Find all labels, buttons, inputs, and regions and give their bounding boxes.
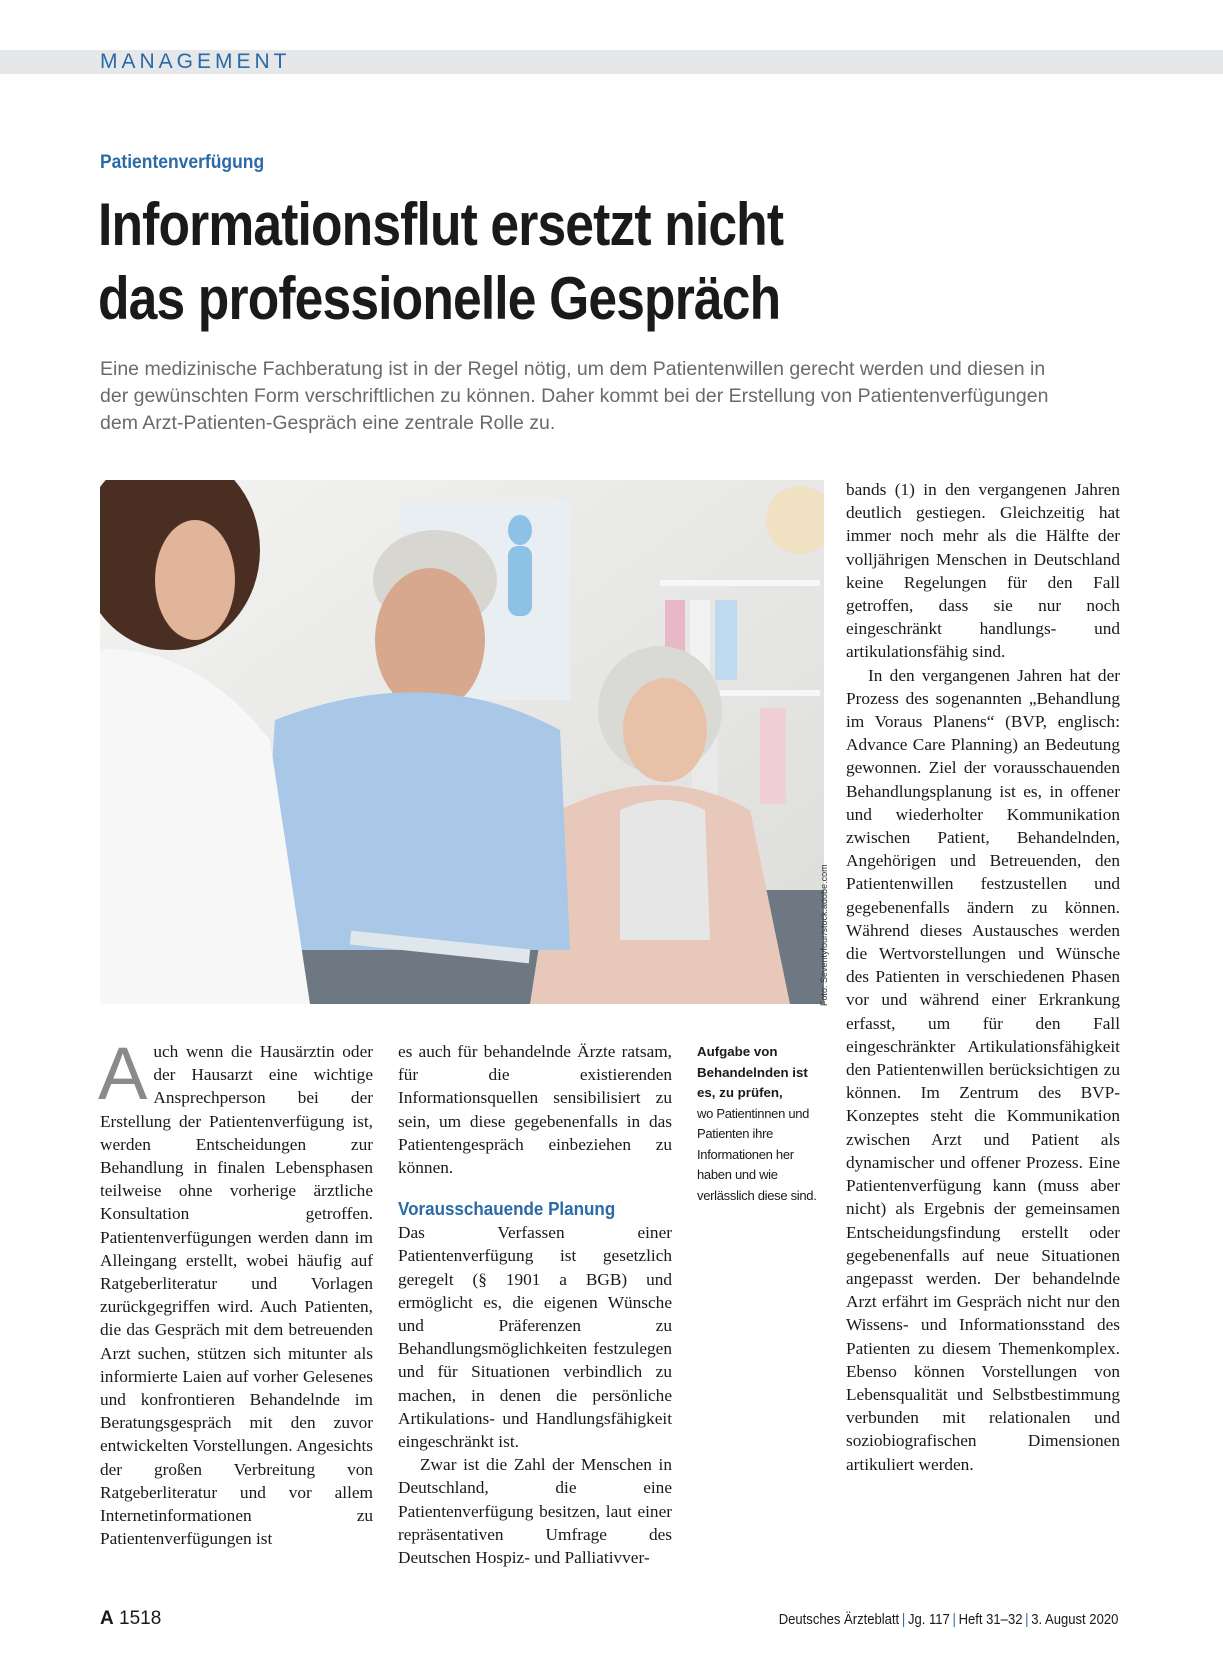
journal-volume: Jg. 117 (907, 1612, 950, 1628)
body-column-2 (398, 1040, 672, 1569)
body-paragraph: uch wenn die Hausärztin oder der Hausarzt eine wichtige Ansprechperson bei der Erstellung der Patientenverfügung ist, werden Entscheidungen zur Behandlung in finalen Lebensphasen teilweise ohne vorherige ärztliche Konsultation getroffen. Patientenverfügungen werden dann im Alleingang erstellt, wobei häufig auf Ratgeberliteratur und Vorlagen zurückgegriffen wird. Auch Patienten, die das Gespräch mit dem betreuenden Arzt suchen, stützen sich mitunter als informierte Laien auf vorher Gelesenes und konfrontieren Behandelnde im Beratungsgespräch mit den zuvor entwickelten Vorstellungen. Angesichts der großen Verbreitung von Ratgeberliteratur und vor allem Internetinformationen zu Patientenverfügungen ist (100, 1042, 373, 1549)
page-prefix: A (100, 1608, 114, 1629)
body-column-4 (846, 478, 1120, 1476)
section-subhead: Vorausschauende Planung (398, 1198, 616, 1220)
pull-quote (697, 1042, 827, 1206)
pull-quote-text: wo Patientinnen und Patienten ihre Informationen her haben und wie verlässlich diese sind. (697, 1105, 817, 1203)
photo-illustration (100, 480, 824, 1004)
drop-cap: A (98, 1032, 148, 1115)
article-headline (98, 188, 958, 336)
journal-date: 3. August 2020 (1030, 1612, 1118, 1628)
body-paragraph: In den vergangenen Jahren hat der Prozess des sogenannten „Behandlung im Voraus Planens“ (BVP, englisch: Advance Care Planning) an Bedeutung gewonnen. Ziel der vorausschauenden Behandlungsplanung ist es, in offener und wiederholter Kommunikation zwischen Patient, Behandelnden, Angehörigen und Betreuenden, den Patientenwillen festzustellen und gegebenenfalls ändern zu können. Während dieses Austausches werden die Wertvorstellungen und Wünsche des Patienten in verschiedenen Phasen vor und während einer Erkrankung erfasst, um für den Fall eingeschränkter Artikulationsfähigkeit den Patientenwillen berücksichtigen zu können. Im Zentrum des BVP-Konzeptes steht die Kommunikation zwischen Arzt und Patient als dynamischer und offener Prozess. Eine Patientenverfügung kann (muss aber nicht) als Ergebnis der gemeinsamen Entscheidungsfindung erstellt oder gegebenenfalls auf neue Situationen angepasst werden. Der behandelnde Arzt erfährt im Gespräch nicht nur den Wissens- und Informationsstand des Patienten zu diesem Themenkomplex. Ebenso können Vorstellungen von Lebensqualität und Selbstbestimmung verbunden mit relationalen und soziobiografischen Dimensionen artikuliert werden. (846, 665, 1120, 1474)
body-paragraph: Zwar ist die Zahl der Menschen in Deutschland, die eine Patientenverfügung besitzen, laut einer repräsentativen Umfrage des Deutschen Hospiz- und Palliativver- (398, 1455, 672, 1568)
article-kicker: Patientenverfügung (100, 152, 265, 173)
journal-issue: Heft 31–32 (958, 1612, 1023, 1628)
footer-separator: | (952, 1612, 956, 1628)
photo-credit: Foto: Seventyfour/stock.adobe.com (819, 864, 829, 1006)
page-number (100, 1608, 161, 1630)
body-column-1 (98, 1032, 373, 1550)
pull-quote-bold: Aufgabe von Behandelnden ist es, zu prüfen, (697, 1044, 808, 1100)
section-label: MANAGEMENT (100, 50, 291, 73)
article-photo (100, 480, 824, 1004)
headline-line-2: das professionelle Gespräch (98, 265, 781, 332)
journal-footer (778, 1612, 1118, 1628)
body-paragraph: Das Verfassen einer Patientenverfügung ist gesetzlich geregelt (§ 1901 a BGB) und ermöglicht es, die eigenen Wünsche und Präferenzen zu Behandlungsmöglichkeiten festzulegen und für Situationen verbindlich zu machen, in denen die persönliche Artikulations- und Handlungsfähigkeit eingeschränkt ist. (398, 1223, 672, 1452)
journal-name: Deutsches Ärzteblatt (778, 1612, 899, 1628)
footer-separator: | (901, 1612, 905, 1628)
headline-line-1: Informationsflut ersetzt nicht (98, 191, 784, 258)
article-lead: Eine medizinische Fachberatung ist in der Regel nötig, um dem Patientenwillen gerecht werden und diesen in der gewünschten Form verschriftlichen zu können. Daher kommt bei der Erstellung von Patientenverfügungen dem Arzt-Patienten-Gespräch eine zentrale Rolle zu. (100, 358, 1049, 434)
page-number-value: 1518 (119, 1608, 162, 1629)
body-paragraph: es auch für behandelnde Ärzte ratsam, für die existierenden Informationsquellen sensibilisiert zu sein, um diese gegebenenfalls in das Patientengespräch einbeziehen zu können. (398, 1042, 672, 1178)
footer-separator: | (1024, 1612, 1029, 1628)
body-paragraph: bands (1) in den vergangenen Jahren deutlich gestiegen. Gleichzeitig hat immer noch mehr als die Hälfte der volljährigen Menschen in Deutschland keine Regelungen für den Fall getroffen, dass sie nur noch eingeschränkt handlungs- und artikulationsfähig sind. (846, 480, 1120, 662)
